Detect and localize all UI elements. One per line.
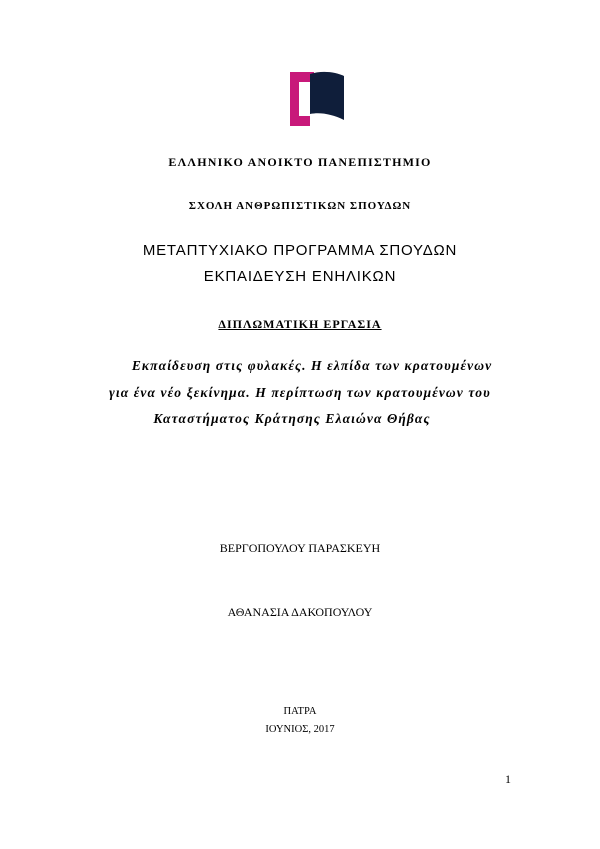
page-number: 1 xyxy=(505,772,511,786)
city: ΠΑΤΡΑ xyxy=(283,706,317,717)
author-name: ΒΕΡΓΟΠΟΥΛΟΥ ΠΑΡΑΣΚΕΥΗ xyxy=(219,541,381,555)
university-logo-icon xyxy=(288,70,346,128)
thesis-title-line2: για ένα νέο ξεκίνημα. Η περίπτωση των κρατουμένων του xyxy=(109,385,491,400)
university-name: ΕΛΛΗΝΙΚΟ ΑΝΟΙΚΤΟ ΠΑΝΕΠΙΣΤΗΜΙΟ xyxy=(168,155,432,169)
school-name: ΣΧΟΛΗ ΑΝΘΡΩΠΙΣΤΙΚΩΝ ΣΠΟΥΔΩΝ xyxy=(188,200,412,212)
thesis-title-line3: Καταστήματος Κράτησης Ελαιώνα Θήβας xyxy=(153,411,431,426)
date: ΙΟΥΝΙΟΣ, 2017 xyxy=(265,724,335,735)
program-name-line2: ΕΚΠΑΙΔΕΥΣΗ ΕΝΗΛΙΚΩΝ xyxy=(203,268,397,285)
program-name-line1: ΜΕΤΑΠΤΥΧΙΑΚΟ ΠΡΟΓΡΑΜΜΑ ΣΠΟΥΔΩΝ xyxy=(142,242,458,259)
supervisor-name: ΑΘΑΝΑΣΙΑ ΔΑΚΟΠΟΥΛΟΥ xyxy=(227,605,373,619)
thesis-type: ΔΙΠΛΩΜΑΤΙΚΗ ΕΡΓΑΣΙΑ xyxy=(218,317,382,331)
thesis-title-line1: Εκπαίδευση στις φυλακές. Η ελπίδα των κρατουμένων xyxy=(131,358,493,373)
